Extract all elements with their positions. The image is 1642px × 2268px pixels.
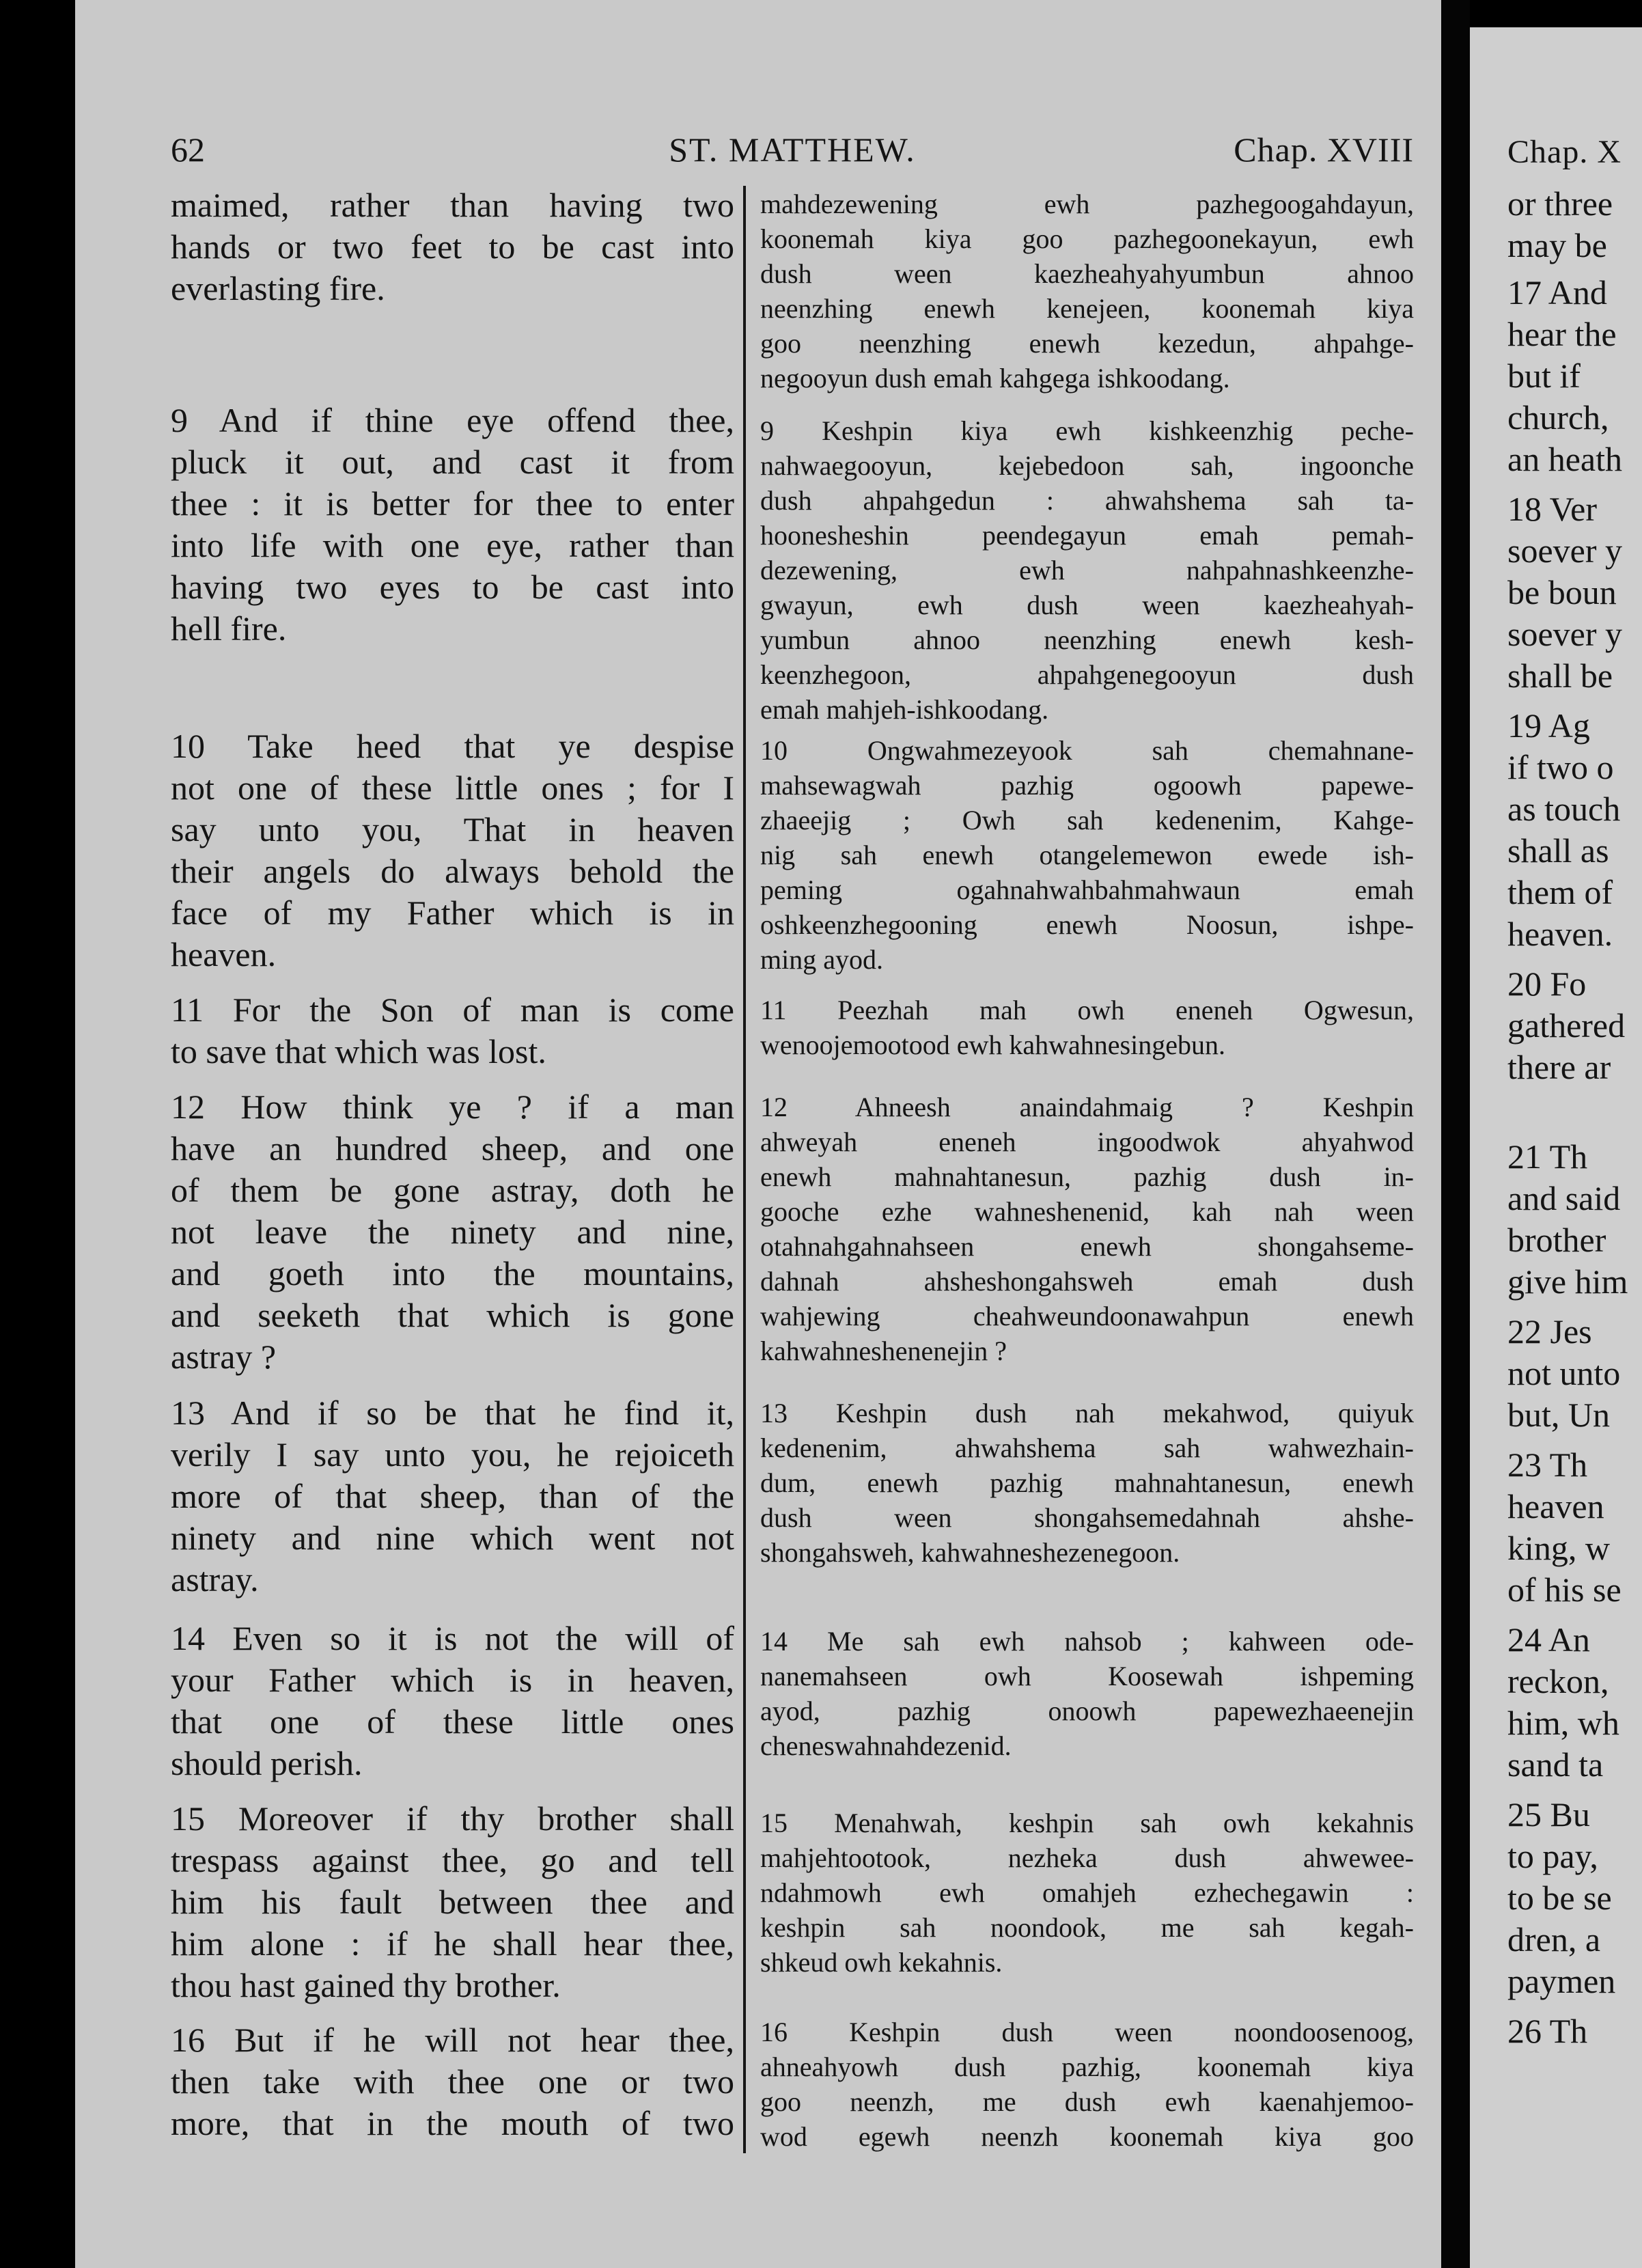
text-line: 12 How think ye ? if a man (171, 1088, 734, 1126)
text-line: gwayun, ewh dush ween kaezheahyah- (760, 590, 1414, 620)
verse-13-ojibwe (760, 1396, 1414, 1570)
text-line: soever y (1507, 531, 1622, 570)
text-line: shkeud owh kekahnis. (760, 1947, 1003, 1978)
text-line: 10 Ongwahmezeyook sah chemahnane- (760, 735, 1414, 766)
text-line: and said (1507, 1179, 1621, 1217)
text-line: him, wh (1507, 1704, 1619, 1742)
text-line: heaven (1507, 1487, 1604, 1525)
text-line: him his fault between thee and (171, 1883, 734, 1921)
text-line: your Father which is in heaven, (171, 1661, 734, 1699)
text-line: more, that in the mouth of two (171, 2104, 734, 2142)
chapter-label: Chap. XVIII (1234, 130, 1414, 169)
text-line: hear the (1507, 315, 1617, 353)
verse-8-end-english (171, 184, 734, 309)
text-line: and goeth into the mountains, (171, 1254, 734, 1292)
text-line: not leave the ninety and nine, (171, 1213, 734, 1251)
text-line: 11 For the Son of man is come (171, 991, 734, 1029)
text-line: ndahmowh ewh omahjeh ezhechegawin : (760, 1877, 1414, 1908)
text-line: have an hundred sheep, and one (171, 1129, 734, 1167)
text-line: if two o (1507, 748, 1614, 786)
text-line: wenoojemootood ewh kahwahnesingebun. (760, 1029, 1225, 1060)
text-line: not unto (1507, 1354, 1621, 1392)
text-line: neenzhing enewh kenejeen, koonemah kiya (760, 293, 1414, 324)
next-page-fragment (1470, 27, 1642, 2268)
text-line: but if (1507, 357, 1581, 395)
text-line: maimed, rather than having two (171, 186, 734, 224)
text-line: soever y (1507, 615, 1622, 653)
text-line: mahdezewening ewh pazhegoogahdayun, (760, 189, 1414, 219)
verse-10-ojibwe (760, 733, 1414, 977)
text-line: 14 Me sah ewh nahsob ; kahween ode- (760, 1626, 1414, 1657)
verse-14-ojibwe (760, 1624, 1414, 1763)
text-line: kahwahneshenenejin ? (760, 1336, 1007, 1366)
text-line: sand ta (1507, 1745, 1604, 1784)
text-line: heaven. (171, 935, 277, 973)
text-line: say unto you, That in heaven (171, 810, 734, 848)
text-line: give him (1507, 1262, 1628, 1301)
text-line: 15 Moreover if thy brother shall (171, 1799, 734, 1838)
text-line: hands or two feet to be cast into (171, 227, 734, 266)
column-divider (743, 186, 746, 2153)
text-line: and seeketh that which is gone (171, 1296, 734, 1334)
text-line: should perish. (171, 1744, 363, 1782)
text-line: gooche ezhe wahneshenenid, kah nah ween (760, 1196, 1414, 1227)
text-line: shall be (1507, 656, 1613, 695)
text-line: wod egewh neenzh koonemah kiya goo (760, 2121, 1414, 2152)
text-line: trespass against thee, go and tell (171, 1841, 734, 1879)
verse-9-english (171, 400, 734, 650)
text-line: yumbun ahnoo neenzhing enewh kesh- (760, 624, 1414, 655)
text-line: 16 Keshpin dush ween noondoosenoog, (760, 2017, 1414, 2047)
book-gutter (1441, 0, 1470, 2268)
text-line: 26 Th (1507, 2012, 1588, 2050)
text-line: 21 Th (1507, 1137, 1588, 1176)
text-line: king, w (1507, 1529, 1610, 1567)
text-line: koonemah kiya goo pazhegoonekayun, ewh (760, 223, 1414, 254)
text-line: 14 Even so it is not the will of (171, 1619, 734, 1657)
text-line: church, (1507, 398, 1609, 437)
text-line: 10 Take heed that ye despise (171, 727, 734, 765)
text-line: be boun (1507, 573, 1617, 611)
text-line: brother (1507, 1221, 1606, 1259)
text-line: wahjewing cheahweundoonawahpun enewh (760, 1301, 1414, 1331)
verse-12-english (171, 1086, 734, 1378)
text-line: 22 Jes (1507, 1312, 1592, 1351)
text-line: dahnah ahsheshongahsweh emah dush (760, 1266, 1414, 1297)
text-line: to save that which was lost. (171, 1032, 546, 1070)
verse-13-english (171, 1392, 734, 1601)
text-line: paymen (1507, 1962, 1616, 2000)
verse-8-end-ojibwe (760, 186, 1414, 396)
text-line: 9 Keshpin kiya ewh kishkeenzhig peche- (760, 415, 1414, 446)
verse-16-english (171, 2019, 734, 2144)
text-line: an heath (1507, 440, 1622, 478)
text-line: ayod, pazhig onoowh papewezhaeenejin (760, 1696, 1414, 1726)
text-line: ahweyah eneneh ingoodwok ahyahwod (760, 1126, 1414, 1157)
text-line: not one of these little ones ; for I (171, 769, 734, 807)
text-line: as touch (1507, 790, 1621, 828)
text-line: 20 Fo (1507, 965, 1587, 1003)
text-line: oshkeenzhegooning enewh Noosun, ishpe- (760, 909, 1414, 940)
text-line: zhaeejig ; Owh sah kedenenim, Kahge- (760, 805, 1414, 835)
text-line: 9 And if thine eye offend thee, (171, 401, 734, 439)
text-line: peming ogahnahwahbahmahwaun emah (760, 874, 1414, 905)
text-line: nanemahseen owh Koosewah ishpeming (760, 1661, 1414, 1691)
text-line: to be se (1507, 1879, 1612, 1917)
text-line: dum, enewh pazhig mahnahtanesun, enewh (760, 1467, 1414, 1498)
text-line: thou hast gained thy brother. (171, 1966, 561, 2004)
text-line: enewh mahnahtanesun, pazhig dush in- (760, 1161, 1414, 1192)
text-line: dush ween shongahsemedahnah ahshe- (760, 1502, 1414, 1533)
text-line: their angels do always behold the (171, 852, 734, 890)
page-header (171, 130, 1414, 178)
text-line: astray. (171, 1560, 259, 1599)
verse-11-ojibwe (760, 993, 1414, 1062)
text-line: gathered (1507, 1006, 1626, 1045)
text-line: of his se (1507, 1571, 1622, 1609)
next-page-header: Chap. X (1507, 134, 1622, 170)
text-line: astray ? (171, 1338, 277, 1376)
text-line: reckon, (1507, 1662, 1609, 1700)
text-line: there ar (1507, 1048, 1611, 1086)
text-line: dush ween kaezheahyahyumbun ahnoo (760, 258, 1414, 289)
text-line: may be (1507, 226, 1607, 264)
text-line: cheneswahnahdezenid. (760, 1730, 1012, 1761)
text-line: ming ayod. (760, 944, 883, 975)
next-page-text (1507, 183, 1642, 2052)
text-line: nahwaegooyun, kejebedoon sah, ingoonche (760, 450, 1414, 481)
text-line: face of my Father which is in (171, 894, 734, 932)
text-line: heaven. (1507, 915, 1613, 953)
text-line: goo neenzh, me dush ewh kaenahjemoo- (760, 2086, 1414, 2117)
text-line: dren, a (1507, 1920, 1601, 1959)
verse-16-ojibwe (760, 2015, 1414, 2154)
text-line: emah mahjeh-ishkoodang. (760, 694, 1049, 725)
text-line: 13 Keshpin dush nah mekahwod, quiyuk (760, 1398, 1414, 1428)
text-line: 13 And if so be that he find it, (171, 1394, 734, 1432)
verse-10-english (171, 725, 734, 976)
text-line: dush ahpahgedun : ahwahshema sah ta- (760, 485, 1414, 516)
text-line: hell fire. (171, 609, 287, 648)
text-line: shall as (1507, 831, 1609, 870)
text-line: of them be gone astray, doth he (171, 1171, 734, 1209)
page-number: 62 (171, 130, 205, 169)
text-line: nig sah enewh otangelemewon ewede ish- (760, 840, 1414, 870)
text-line: keenzhegoon, ahpahgenegooyun dush (760, 659, 1414, 690)
text-line: verily I say unto you, he rejoiceth (171, 1435, 734, 1474)
text-line: or three (1507, 184, 1613, 223)
text-line: them of (1507, 873, 1613, 911)
text-line: shongahsweh, kahwahneshezenegoon. (760, 1537, 1180, 1568)
text-line: pluck it out, and cast it from (171, 443, 734, 481)
text-line: keshpin sah noondook, me sah kegah- (760, 1912, 1414, 1943)
text-line: him alone : if he shall hear thee, (171, 1924, 734, 1963)
text-line: 25 Bu (1507, 1795, 1590, 1834)
text-line: mahsewagwah pazhig ogoowh papewe- (760, 770, 1414, 801)
text-line: more of that sheep, than of the (171, 1477, 734, 1515)
page-title: ST. MATTHEW. (669, 130, 916, 169)
text-line: 11 Peezhah mah owh eneneh Ogwesun, (760, 995, 1414, 1025)
verse-15-ojibwe (760, 1806, 1414, 1980)
text-line: thee : it is better for thee to enter (171, 484, 734, 523)
verse-15-english (171, 1798, 734, 2006)
verse-11-english (171, 989, 734, 1073)
text-line: 19 Ag (1507, 706, 1590, 745)
text-line: 24 An (1507, 1620, 1590, 1659)
text-line: having two eyes to be cast into (171, 568, 734, 606)
text-line: ninety and nine which went not (171, 1519, 734, 1557)
verse-14-english (171, 1618, 734, 1784)
verse-12-ojibwe (760, 1090, 1414, 1368)
text-line: 12 Ahneesh anaindahmaig ? Keshpin (760, 1092, 1414, 1122)
text-line: ahneahyowh dush pazhig, koonemah kiya (760, 2051, 1414, 2082)
text-line: hoonesheshin peendegayun emah pemah- (760, 520, 1414, 551)
verse-9-ojibwe (760, 413, 1414, 727)
text-line: 23 Th (1507, 1446, 1588, 1484)
text-line: 18 Ver (1507, 490, 1598, 528)
text-line: into life with one eye, rather than (171, 526, 734, 564)
left-page (75, 0, 1441, 2268)
text-line: everlasting fire. (171, 269, 385, 307)
text-line: 16 But if he will not hear thee, (171, 2021, 734, 2059)
text-line: but, Un (1507, 1396, 1610, 1434)
text-line: mahjehtootook, nezheka dush ahwewee- (760, 1842, 1414, 1873)
text-line: that one of these little ones (171, 1702, 734, 1741)
text-line: to pay, (1507, 1837, 1598, 1875)
text-line: negooyun dush emah kahgega ishkoodang. (760, 363, 1230, 393)
text-line: goo neenzhing enewh kezedun, ahpahge- (760, 328, 1414, 359)
text-line: kedenenim, ahwahshema sah wahwezhain- (760, 1433, 1414, 1463)
text-line: otahnahgahnahseen enewh shongahseme- (760, 1231, 1414, 1262)
text-line: then take with thee one or two (171, 2062, 734, 2101)
text-line: 17 And (1507, 273, 1607, 312)
text-line: 15 Menahwah, keshpin sah owh kekahnis (760, 1808, 1414, 1838)
text-line: dezewening, ewh nahpahnashkeenzhe- (760, 555, 1414, 585)
